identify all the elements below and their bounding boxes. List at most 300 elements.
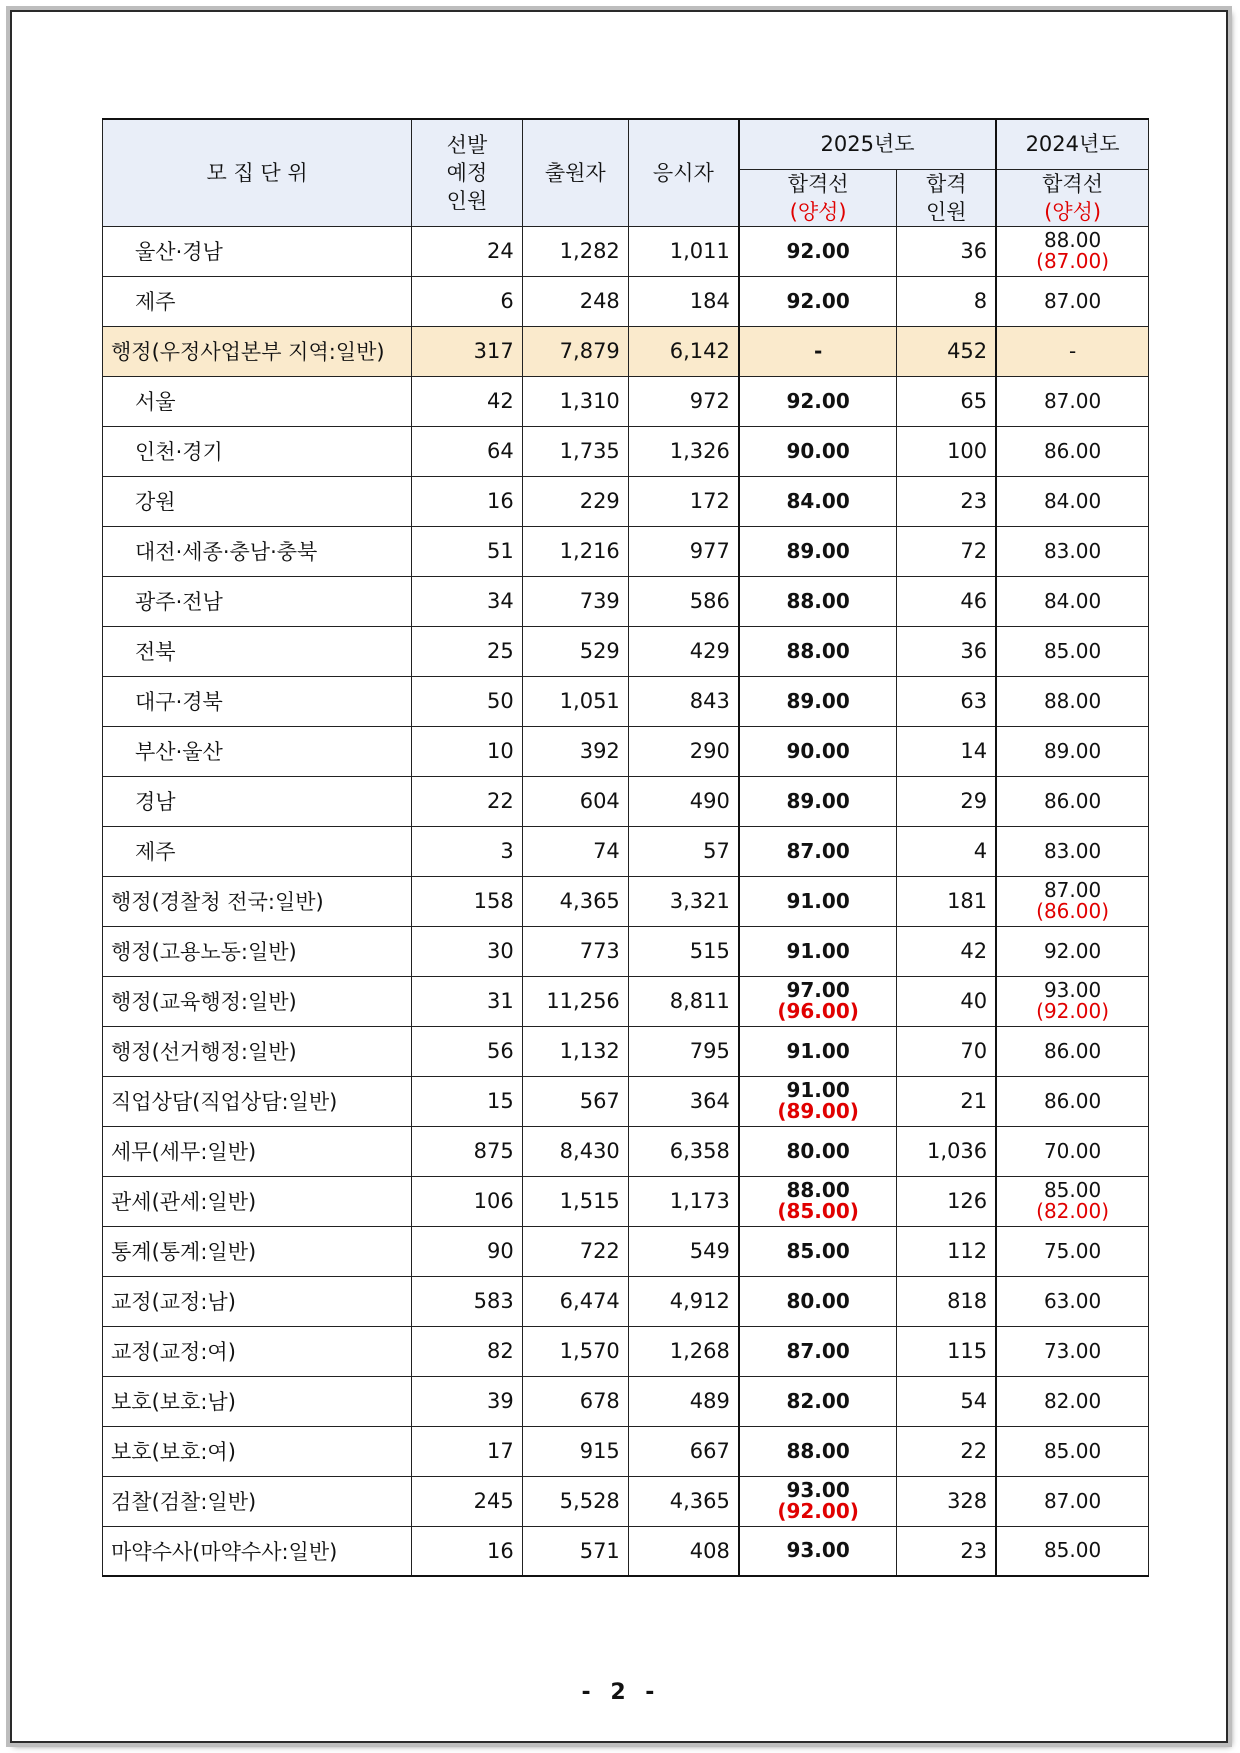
cell-applicants: 739 [522, 576, 628, 626]
cell-cutoff-2024 [996, 826, 1148, 876]
cell-passed: 63 [897, 676, 996, 726]
cell-planned: 51 [412, 526, 523, 576]
cell-cutoff-2025 [739, 576, 897, 626]
cell-applicants: 4,365 [522, 876, 628, 926]
cutoff-2025-value: 80.00 [786, 1138, 850, 1163]
cell-passed: 818 [897, 1276, 996, 1326]
cell-examinees: 977 [628, 526, 739, 576]
cell-examinees: 4,912 [628, 1276, 739, 1326]
cell-passed: 100 [897, 426, 996, 476]
cutoff-2025-value: 92.00 [786, 388, 850, 413]
cell-passed: 4 [897, 826, 996, 876]
cell-planned: 42 [412, 376, 523, 426]
cutoff-2025-value: 88.00 [786, 1178, 850, 1202]
gender-label-2024: (양성) [1044, 199, 1102, 224]
col-header-examinees: 응시자 [628, 119, 739, 226]
cell-planned: 158 [412, 876, 523, 926]
cutoff-2025-value: 91.00 [786, 888, 850, 913]
cell-passed: 72 [897, 526, 996, 576]
gender-label: (양성) [789, 199, 847, 224]
cell-cutoff-2025 [739, 726, 897, 776]
cell-unit: 서울 [103, 376, 412, 426]
col-header-unit: 모 집 단 위 [103, 119, 412, 226]
cell-cutoff-2025 [739, 876, 897, 926]
cell-unit: 교정(교정:여) [103, 1326, 412, 1376]
cell-planned: 39 [412, 1376, 523, 1426]
cell-planned: 34 [412, 576, 523, 626]
cutoff-2025-value: 90.00 [786, 738, 850, 763]
cell-passed: 40 [897, 976, 996, 1026]
table-row [103, 576, 1149, 626]
cutoff-2025-value: 88.00 [786, 638, 850, 663]
cell-unit: 세무(세무:일반) [103, 1126, 412, 1176]
cell-planned: 16 [412, 476, 523, 526]
cell-cutoff-2024 [996, 226, 1148, 276]
cell-examinees: 184 [628, 276, 739, 326]
cell-unit: 제주 [103, 826, 412, 876]
cell-cutoff-2025 [739, 1526, 897, 1576]
table-row [103, 976, 1149, 1026]
passed-line2: 인원 [925, 199, 967, 224]
col-header-2025: 2025년도 [739, 119, 996, 169]
cell-unit: 강원 [103, 476, 412, 526]
cell-applicants: 1,282 [522, 226, 628, 276]
table-row [103, 1476, 1149, 1526]
cell-cutoff-2025 [739, 676, 897, 726]
cell-cutoff-2025 [739, 276, 897, 326]
table-row [103, 826, 1149, 876]
cell-unit: 통계(통계:일반) [103, 1226, 412, 1276]
cutoff-2024-value: 85.00 [1043, 638, 1102, 663]
cell-applicants: 1,735 [522, 426, 628, 476]
cutoff-2025-gender: (85.00) [777, 1199, 859, 1223]
cutoff-2024-value: 86.00 [1043, 1088, 1102, 1113]
cell-unit: 부산·울산 [103, 726, 412, 776]
cutoff-2024-value: 85.00 [1043, 1178, 1102, 1202]
cell-cutoff-2025 [739, 1226, 897, 1276]
cell-cutoff-2024 [996, 1426, 1148, 1476]
table-row [103, 876, 1149, 926]
cutoff-2025-gender: (89.00) [777, 1099, 859, 1123]
cell-cutoff-2025 [739, 376, 897, 426]
cell-cutoff-2025 [739, 926, 897, 976]
cell-examinees: 429 [628, 626, 739, 676]
cell-unit: 보호(보호:남) [103, 1376, 412, 1426]
cutoff-2025-value: 84.00 [786, 488, 850, 513]
cell-examinees: 489 [628, 1376, 739, 1426]
cutoff-2024-value: 86.00 [1043, 788, 1102, 813]
cell-applicants: 74 [522, 826, 628, 876]
cell-passed: 70 [897, 1026, 996, 1076]
cell-cutoff-2025 [739, 1076, 897, 1126]
cell-unit: 울산·경남 [103, 226, 412, 276]
cutoff-2024-value: 84.00 [1043, 488, 1102, 513]
cell-examinees: 57 [628, 826, 739, 876]
cell-passed: 14 [897, 726, 996, 776]
cell-applicants: 1,216 [522, 526, 628, 576]
table-row [103, 426, 1149, 476]
cell-passed: 54 [897, 1376, 996, 1426]
cell-cutoff-2024 [996, 976, 1148, 1026]
cell-passed: 23 [897, 476, 996, 526]
cell-planned: 317 [412, 326, 523, 376]
cell-cutoff-2024 [996, 1476, 1148, 1526]
table-row [103, 1526, 1149, 1576]
cell-applicants: 8,430 [522, 1126, 628, 1176]
cell-cutoff-2024 [996, 576, 1148, 626]
cell-planned: 3 [412, 826, 523, 876]
cell-examinees: 549 [628, 1226, 739, 1276]
cell-passed: 36 [897, 626, 996, 676]
cutoff-2024-value: 85.00 [1043, 1438, 1102, 1463]
col-header-cutoff-2024 [996, 169, 1148, 226]
cell-unit: 대구·경북 [103, 676, 412, 726]
cell-cutoff-2025 [739, 1376, 897, 1426]
cell-passed: 29 [897, 776, 996, 826]
cutoff-2025-value: 93.00 [786, 1538, 850, 1563]
planned-line2: 예정 [446, 160, 488, 185]
cutoff-2024-value: 89.00 [1043, 738, 1102, 763]
cell-planned: 31 [412, 976, 523, 1026]
cell-examinees: 408 [628, 1526, 739, 1576]
cell-unit: 직업상담(직업상담:일반) [103, 1076, 412, 1126]
cell-cutoff-2024 [996, 926, 1148, 976]
col-header-applicants: 출원자 [522, 119, 628, 226]
cell-passed: 36 [897, 226, 996, 276]
cell-cutoff-2024 [996, 876, 1148, 926]
table-row [103, 526, 1149, 576]
cell-passed: 23 [897, 1526, 996, 1576]
cell-applicants: 571 [522, 1526, 628, 1576]
cutoff-2024-value: 86.00 [1043, 1038, 1102, 1063]
cell-applicants: 7,879 [522, 326, 628, 376]
cutoff-2025-value: 87.00 [786, 1338, 850, 1363]
cell-planned: 15 [412, 1076, 523, 1126]
cell-passed: 115 [897, 1326, 996, 1376]
cutoff-2025-gender: (92.00) [777, 1499, 859, 1523]
cell-cutoff-2025 [739, 526, 897, 576]
cell-examinees: 1,268 [628, 1326, 739, 1376]
cell-examinees: 290 [628, 726, 739, 776]
cell-applicants: 248 [522, 276, 628, 326]
cutoff-2025-value: 89.00 [786, 538, 850, 563]
cell-planned: 30 [412, 926, 523, 976]
table-row [103, 1226, 1149, 1276]
planned-line1: 선발 [446, 132, 488, 157]
cutoff-2025-value: 85.00 [786, 1238, 850, 1263]
cell-applicants: 529 [522, 626, 628, 676]
cutoff-2025-value: 92.00 [786, 288, 850, 313]
cell-planned: 106 [412, 1176, 523, 1226]
cell-cutoff-2024 [996, 276, 1148, 326]
cell-cutoff-2025 [739, 476, 897, 526]
cell-cutoff-2024 [996, 1526, 1148, 1576]
cell-unit: 행정(우정사업본부 지역:일반) [103, 326, 412, 376]
cutoff-2025-value: 82.00 [786, 1388, 850, 1413]
cutoff-2025-value: 89.00 [786, 688, 850, 713]
cell-planned: 6 [412, 276, 523, 326]
cell-examinees: 515 [628, 926, 739, 976]
cutoff-2024-value: 84.00 [1043, 588, 1102, 613]
cell-cutoff-2024 [996, 1376, 1148, 1426]
cell-planned: 50 [412, 676, 523, 726]
cell-applicants: 722 [522, 1226, 628, 1276]
cell-examinees: 972 [628, 376, 739, 426]
cell-planned: 24 [412, 226, 523, 276]
cell-cutoff-2025 [739, 426, 897, 476]
table-row [103, 1076, 1149, 1126]
cell-examinees: 1,173 [628, 1176, 739, 1226]
cell-passed: 65 [897, 376, 996, 426]
cutoff-2024-value: 88.00 [1043, 228, 1102, 252]
table-row [103, 776, 1149, 826]
cell-examinees: 490 [628, 776, 739, 826]
cell-cutoff-2024 [996, 1076, 1148, 1126]
cell-applicants: 392 [522, 726, 628, 776]
cell-cutoff-2025 [739, 1176, 897, 1226]
cell-applicants: 1,051 [522, 676, 628, 726]
cell-cutoff-2024 [996, 676, 1148, 726]
cell-cutoff-2025 [739, 326, 897, 376]
cutoff-2024-value: - [1068, 338, 1077, 363]
cell-examinees: 3,321 [628, 876, 739, 926]
results-table [102, 118, 1149, 1577]
cell-passed: 112 [897, 1226, 996, 1276]
cell-applicants: 678 [522, 1376, 628, 1426]
cell-passed: 42 [897, 926, 996, 976]
cell-cutoff-2025 [739, 1276, 897, 1326]
cutoff-2024-value: 83.00 [1043, 838, 1102, 863]
cell-unit: 행정(교육행정:일반) [103, 976, 412, 1026]
cutoff-2025-value: 93.00 [786, 1478, 850, 1502]
table-row [103, 1126, 1149, 1176]
cell-passed: 22 [897, 1426, 996, 1476]
cell-applicants: 915 [522, 1426, 628, 1476]
cutoff-2025-value: 97.00 [786, 978, 850, 1002]
cell-examinees: 172 [628, 476, 739, 526]
cutoff-2024-value: 86.00 [1043, 438, 1102, 463]
cell-applicants: 229 [522, 476, 628, 526]
cutoff-2024-gender: (92.00) [1036, 999, 1110, 1023]
cutoff-2024-gender: (86.00) [1036, 899, 1110, 923]
cell-planned: 56 [412, 1026, 523, 1076]
cell-examinees: 1,326 [628, 426, 739, 476]
table-row [103, 726, 1149, 776]
page-number: - 2 - [581, 1680, 661, 1705]
cell-cutoff-2024 [996, 426, 1148, 476]
cell-cutoff-2024 [996, 726, 1148, 776]
table-row [103, 226, 1149, 276]
cell-unit: 행정(고용노동:일반) [103, 926, 412, 976]
cutoff-2024-value: 87.00 [1043, 288, 1102, 313]
cell-unit: 대전·세종·충남·충북 [103, 526, 412, 576]
cutoff-2024-value: 75.00 [1043, 1238, 1102, 1263]
table-row [103, 1176, 1149, 1226]
cell-cutoff-2025 [739, 776, 897, 826]
cutoff-2025-value: 88.00 [786, 588, 850, 613]
cell-unit: 관세(관세:일반) [103, 1176, 412, 1226]
cell-planned: 82 [412, 1326, 523, 1376]
col-header-planned [412, 119, 523, 226]
cutoff-2024-value: 87.00 [1043, 388, 1102, 413]
cell-planned: 90 [412, 1226, 523, 1276]
cell-cutoff-2025 [739, 1126, 897, 1176]
cell-unit: 행정(경찰청 전국:일반) [103, 876, 412, 926]
cell-cutoff-2025 [739, 976, 897, 1026]
cutoff-2025-value: 91.00 [786, 1078, 850, 1102]
cell-examinees: 1,011 [628, 226, 739, 276]
col-header-2024: 2024년도 [996, 119, 1148, 169]
cutoff-2025-value: 91.00 [786, 1038, 850, 1063]
cell-passed: 328 [897, 1476, 996, 1526]
cutoff-label-2024: 합격선 [1042, 171, 1103, 196]
cell-cutoff-2024 [996, 1176, 1148, 1226]
cutoff-2024-value: 87.00 [1043, 878, 1102, 902]
cell-applicants: 1,310 [522, 376, 628, 426]
cell-cutoff-2025 [739, 1326, 897, 1376]
cell-cutoff-2025 [739, 1426, 897, 1476]
cutoff-2024-value: 83.00 [1043, 538, 1102, 563]
cell-applicants: 567 [522, 1076, 628, 1126]
cell-passed: 181 [897, 876, 996, 926]
col-header-passed [897, 169, 996, 226]
cell-unit: 광주·전남 [103, 576, 412, 626]
cell-planned: 64 [412, 426, 523, 476]
cutoff-2025-value: 89.00 [786, 788, 850, 813]
cell-unit: 경남 [103, 776, 412, 826]
cell-unit: 행정(선거행정:일반) [103, 1026, 412, 1076]
cell-applicants: 1,570 [522, 1326, 628, 1376]
table-row [103, 476, 1149, 526]
cell-cutoff-2025 [739, 626, 897, 676]
cell-cutoff-2025 [739, 226, 897, 276]
table-row [103, 1276, 1149, 1326]
cell-planned: 245 [412, 1476, 523, 1526]
cell-cutoff-2024 [996, 326, 1148, 376]
cell-applicants: 6,474 [522, 1276, 628, 1326]
cell-unit: 전북 [103, 626, 412, 676]
passed-line1: 합격 [925, 171, 967, 196]
cell-planned: 25 [412, 626, 523, 676]
table-row [103, 326, 1149, 376]
cell-planned: 875 [412, 1126, 523, 1176]
cell-cutoff-2024 [996, 1276, 1148, 1326]
cell-cutoff-2024 [996, 1326, 1148, 1376]
cutoff-2024-value: 63.00 [1043, 1288, 1102, 1313]
results-table-body [103, 226, 1149, 1576]
cutoff-2025-value: 92.00 [786, 238, 850, 263]
cell-cutoff-2025 [739, 1476, 897, 1526]
cutoff-2025-value: 90.00 [786, 438, 850, 463]
cell-passed: 452 [897, 326, 996, 376]
cell-passed: 126 [897, 1176, 996, 1226]
cell-passed: 46 [897, 576, 996, 626]
cutoff-2024-value: 73.00 [1043, 1338, 1102, 1363]
table-row [103, 276, 1149, 326]
cell-cutoff-2024 [996, 776, 1148, 826]
cell-examinees: 4,365 [628, 1476, 739, 1526]
cell-cutoff-2024 [996, 1126, 1148, 1176]
cell-examinees: 843 [628, 676, 739, 726]
cell-passed: 1,036 [897, 1126, 996, 1176]
cutoff-2024-gender: (87.00) [1036, 249, 1110, 273]
cell-planned: 10 [412, 726, 523, 776]
table-row [103, 1326, 1149, 1376]
cell-applicants: 604 [522, 776, 628, 826]
cutoff-2024-value: 70.00 [1043, 1138, 1102, 1163]
cutoff-2024-value: 92.00 [1043, 938, 1102, 963]
cell-planned: 22 [412, 776, 523, 826]
cell-applicants: 11,256 [522, 976, 628, 1026]
cell-cutoff-2024 [996, 376, 1148, 426]
cutoff-2025-value: - [813, 338, 823, 363]
cell-passed: 8 [897, 276, 996, 326]
cell-examinees: 6,142 [628, 326, 739, 376]
planned-line3: 인원 [446, 188, 488, 213]
cell-planned: 17 [412, 1426, 523, 1476]
cell-cutoff-2024 [996, 1226, 1148, 1276]
table-row [103, 926, 1149, 976]
cutoff-2024-value: 85.00 [1043, 1538, 1102, 1563]
cutoff-2024-value: 87.00 [1043, 1488, 1102, 1513]
cutoff-2025-value: 87.00 [786, 838, 850, 863]
cutoff-2024-value: 88.00 [1043, 688, 1102, 713]
cell-unit: 마약수사(마약수사:일반) [103, 1526, 412, 1576]
cell-unit: 인천·경기 [103, 426, 412, 476]
cell-cutoff-2025 [739, 826, 897, 876]
cutoff-2025-gender: (96.00) [777, 999, 859, 1023]
table-row [103, 1376, 1149, 1426]
table-row [103, 626, 1149, 676]
cell-applicants: 1,515 [522, 1176, 628, 1226]
cell-unit: 보호(보호:여) [103, 1426, 412, 1476]
cell-cutoff-2025 [739, 1026, 897, 1076]
cell-passed: 21 [897, 1076, 996, 1126]
table-row [103, 376, 1149, 426]
cell-examinees: 8,811 [628, 976, 739, 1026]
cell-examinees: 6,358 [628, 1126, 739, 1176]
cell-examinees: 667 [628, 1426, 739, 1476]
cell-examinees: 795 [628, 1026, 739, 1076]
cutoff-2024-value: 82.00 [1043, 1388, 1102, 1413]
cell-cutoff-2024 [996, 476, 1148, 526]
table-row [103, 1026, 1149, 1076]
cell-applicants: 773 [522, 926, 628, 976]
cell-applicants: 5,528 [522, 1476, 628, 1526]
col-header-cutoff-2025 [739, 169, 897, 226]
document-page [10, 10, 1228, 1743]
cell-planned: 16 [412, 1526, 523, 1576]
cutoff-2025-value: 91.00 [786, 938, 850, 963]
cutoff-2024-gender: (82.00) [1036, 1199, 1110, 1223]
cell-examinees: 586 [628, 576, 739, 626]
cutoff-2024-value: 93.00 [1043, 978, 1102, 1002]
cell-applicants: 1,132 [522, 1026, 628, 1076]
cell-examinees: 364 [628, 1076, 739, 1126]
cutoff-label: 합격선 [787, 171, 849, 196]
cell-planned: 583 [412, 1276, 523, 1326]
cutoff-2025-value: 88.00 [786, 1438, 850, 1463]
table-row [103, 676, 1149, 726]
cell-unit: 검찰(검찰:일반) [103, 1476, 412, 1526]
cutoff-2025-value: 80.00 [786, 1288, 850, 1313]
cell-cutoff-2024 [996, 1026, 1148, 1076]
table-row [103, 1426, 1149, 1476]
cell-unit: 교정(교정:남) [103, 1276, 412, 1326]
cell-cutoff-2024 [996, 626, 1148, 676]
cell-unit: 제주 [103, 276, 412, 326]
cell-cutoff-2024 [996, 526, 1148, 576]
